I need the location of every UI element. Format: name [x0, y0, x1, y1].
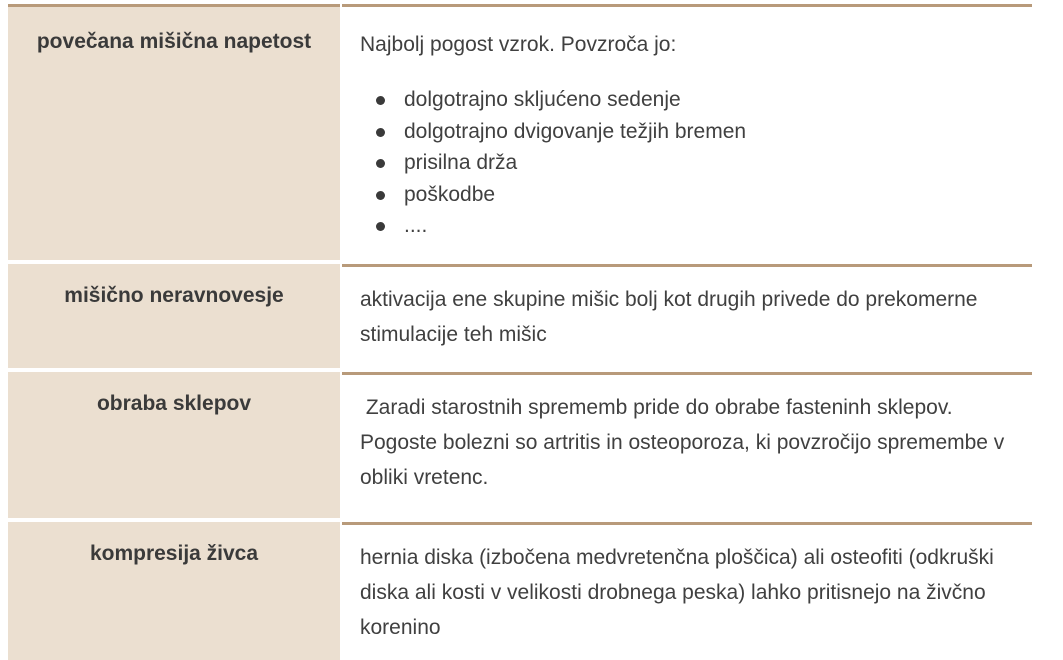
description-cell — [342, 4, 1032, 260]
description-cell — [342, 372, 1032, 518]
term-label: kompresija živca — [89, 542, 259, 565]
list-item-text: dolgotrajno skljućeno sedenje — [404, 88, 681, 111]
causes-table — [8, 4, 1032, 660]
term-cell — [8, 372, 340, 518]
term-cell — [8, 522, 340, 660]
term-cell — [8, 264, 340, 368]
table-row — [8, 264, 1032, 368]
bullet-icon — [376, 128, 385, 137]
description-text: Zaradi starostnih sprememb pride do obrabe fasteninh sklepov. Pogoste bolezni so artritis in osteoporoza, ki povzročijo spremembe v obliki vretenc. — [360, 396, 1011, 489]
list-item-text: poškodbe — [404, 182, 496, 206]
description-cell — [342, 264, 1032, 368]
term-label: mišično neravnovesje — [64, 284, 284, 307]
table-row — [8, 372, 1032, 518]
list-item-text: .... — [404, 214, 428, 237]
description-cell — [342, 522, 1032, 660]
table-row — [8, 522, 1032, 660]
table-row — [8, 4, 1032, 260]
list-item — [404, 210, 1032, 242]
cause-list — [360, 84, 1032, 242]
term-label: povečana mišična napetost — [36, 30, 312, 53]
term-label: obraba sklepov — [96, 392, 252, 415]
list-item — [404, 84, 1032, 116]
list-item-text: dolgotrajno dvigovanje težjih bremen — [404, 119, 747, 143]
list-item — [404, 116, 1032, 148]
bullet-icon — [376, 191, 385, 200]
description-text: hernia diska (izbočena medvretenčna ploščica) ali osteofiti (odkruški diska ali kosti v velikosti drobnega peska) lahko pritisnejo na živčno korenino — [360, 546, 994, 639]
term-cell — [8, 4, 340, 260]
bullet-icon — [376, 222, 385, 231]
list-item — [404, 147, 1032, 179]
bullet-icon — [376, 96, 385, 105]
description-text: aktivacija ene skupine mišic bolj kot drugih privede do prekomerne stimulacije teh mišic — [360, 288, 978, 346]
bullet-icon — [376, 159, 385, 168]
list-item-text: prisilna drža — [404, 151, 518, 174]
description-intro: Najbolj pogost vzrok. Povzroča jo: — [360, 33, 677, 56]
list-item — [404, 179, 1032, 211]
